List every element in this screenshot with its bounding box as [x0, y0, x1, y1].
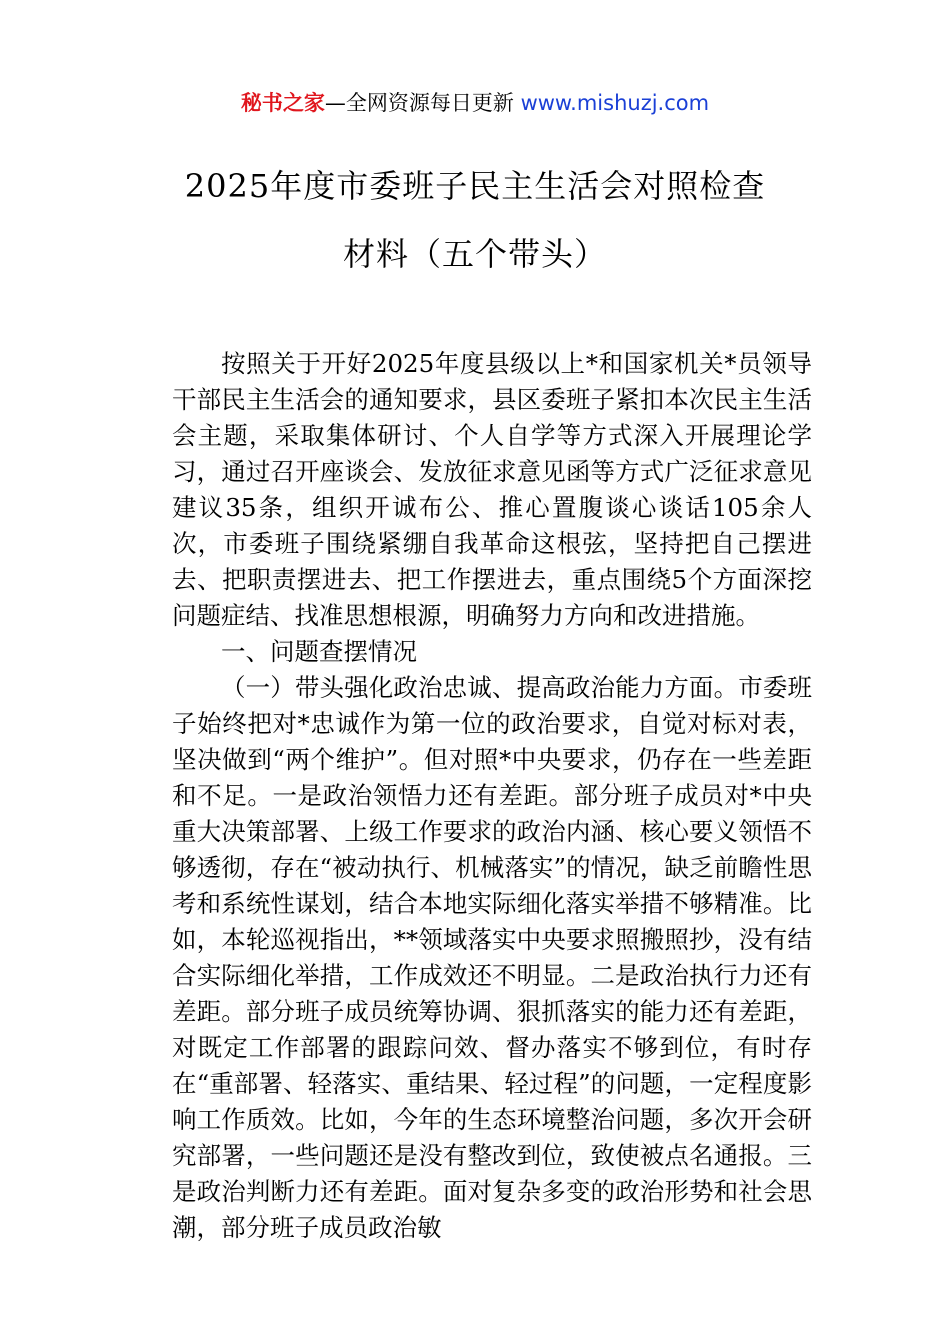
document-title-line-2: 材料（五个带头）	[342, 235, 607, 273]
document-title-line-1: 2025年度市委班子民主生活会对照检查	[184, 167, 766, 205]
intro-paragraph: 按照关于开好2025年度县级以上*和国家机关*员领导干部民主生活会的通知要求，县区委班子紧扣本次民主生活会主题，采取集体研讨、个人自学等方式深入开展理论学习，通过召开座谈会、发放征求意见函等方式广泛征求意见建议35条，组织开诚布公、推心置腹谈心谈话105余人次，市委班子围绕紧绷自我革命这根弦，坚持把自己摆进去、把职责摆进去、把工作摆进去，重点围绕5个方面深挖问题症结、找准思想根源，明确努力方向和改进措施。	[172, 349, 812, 630]
brand-name: 秘书之家	[240, 91, 325, 115]
document-body	[172, 346, 812, 1246]
header-tagline: —全网资源每日更新	[324, 91, 514, 115]
site-header	[0, 86, 950, 120]
section-heading: 一、问题查摆情况	[221, 637, 417, 666]
section-1-paragraph: （一）带头强化政治忠诚、提高政治能力方面。市委班子始终把对*忠诚作为第一位的政治要求，自觉对标对表，坚决做到“两个维护”。但对照*中央要求，仍存在一些差距和不足。一是政治领悟力还有差距。部分班子成员对*中央重大决策部署、上级工作要求的政治内涵、核心要义领悟不够透彻，存在“被动执行、机械落实”的情况，缺乏前瞻性思考和系统性谋划，结合本地实际细化落实举措不够精准。比如，本轮巡视指出，**领域落实中央要求照搬照抄，没有结合实际细化举措，工作成效还不明显。二是政治执行力还有差距。部分班子成员统筹协调、狠抓落实的能力还有差距，对既定工作部署的跟踪问效、督办落实不够到位，有时存在“重部署、轻落实、重结果、轻过程”的问题，一定程度影响工作质效。比如，今年的生态环境整治问题，多次开会研究部署，一些问题还是没有整改到位，致使被点名通报。三是政治判断力还有差距。面对复杂多变的政治形势和社会思潮，部分班子成员政治敏	[172, 673, 812, 1242]
site-url-link[interactable]: www.mishuzj.com	[520, 91, 710, 115]
